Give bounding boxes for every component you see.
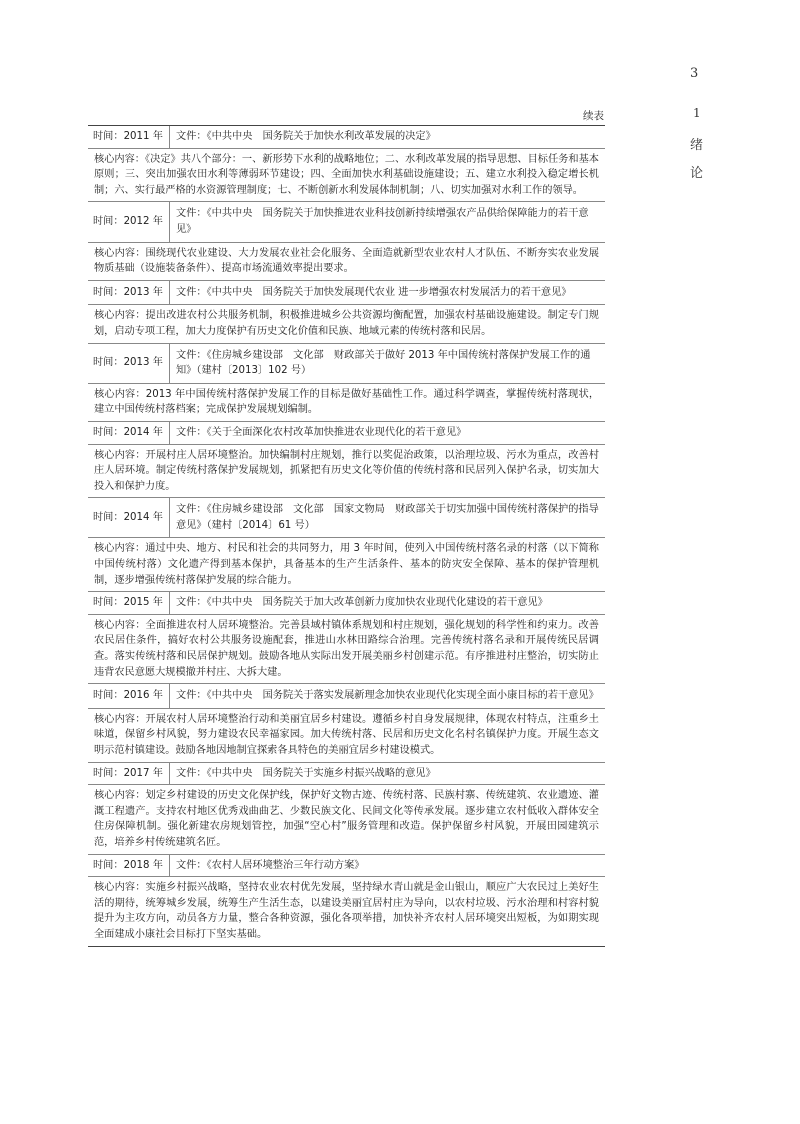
core-content-cell <box>88 384 605 421</box>
core-content-cell <box>88 709 605 762</box>
time-label: 时间： <box>93 597 124 609</box>
core-content-cell <box>88 149 605 202</box>
document-label: 文件： <box>176 131 207 142</box>
core-content-text: 《决定》共八个部分：一、新形势下水利的战略地位；二、水利改革发展的指导思想、目标任务和基本原则；三、突出加强农田水利等薄弱环节建设；四、全面加快水利基础设施建设；五、建立水利投入稳定增长机制；六、实行最严格的水资源管理制度；七、不断创新水利发展体制机制；八、切实加强对水利工作的领导。 <box>94 153 599 196</box>
table-row-core-content <box>88 383 605 421</box>
core-content-text: 开展农村人居环境整治行动和美丽宜居乡村建设。遵循乡村自身发展规律，体现农村特点，注重乡土味道，保留乡村风貌，努力建设农民幸福家园。加大传统村落、民居和历史文化名村名镇保护力度。开展生态文明示范村镇建设。鼓励各地因地制宜探索各具特色的美丽宜居乡村建设模式。 <box>94 713 599 756</box>
core-content-text: 开展村庄人居环境整治。加快编制村庄规划，推行以奖促治政策，以治理垃圾、污水为重点，改善村庄人居环境。制定传统村落保护发展规划，抓紧把有历史文化等价值的传统村落和民居列入保护名录，切实加大投入和保护力度。 <box>94 449 599 492</box>
table-row-document <box>88 280 605 305</box>
core-content-text: 通过中央、地方、村民和社会的共同努力，用 3 年时间，使列入中国传统村落名录的村落（以下简称中国传统村落）文化遗产得到基本保护，具备基本的生产生活条件、基本的防灾安全保障、基本的保护管理机制，逐步增强传统村落保护发展的综合能力。 <box>94 543 599 586</box>
core-content-label: 核心内容： <box>94 543 146 555</box>
year-value: 2013 年 <box>123 286 163 298</box>
table-row-document <box>88 591 605 614</box>
core-content-label: 核心内容： <box>94 310 146 322</box>
core-content-label: 核心内容： <box>94 449 146 461</box>
year-value: 2016 年 <box>123 690 163 702</box>
time-cell <box>88 422 170 444</box>
time-label: 时间： <box>93 767 124 779</box>
document-title: 《中共中央 国务院关于加快发展现代农业 进一步增强农村发展活力的若干意见》 <box>206 286 572 298</box>
document-title: 《中共中央 国务院关于加大改革创新力度加快农业现代化建设的若干意见》 <box>206 597 548 609</box>
page-number: 3 <box>690 66 699 81</box>
policy-table <box>88 125 605 947</box>
time-cell <box>88 855 170 877</box>
time-cell <box>88 763 170 785</box>
core-content-label: 核心内容： <box>94 619 146 631</box>
core-content-cell <box>88 615 605 683</box>
core-content-cell <box>88 243 605 280</box>
document-title: 《住房城乡建设部 文化部 国家文物局 财政部关于切实加强中国传统村落保护的指导意见》（建村〔2014〕61 号） <box>176 504 599 531</box>
year-value: 2018 年 <box>123 859 163 871</box>
document-title: 《农村人居环境整治三年行动方案》 <box>206 859 365 871</box>
core-content-text: 划定乡村建设的历史文化保护线，保护好文物古迹、传统村落、民族村寨、传统建筑、农业遗迹、灌溉工程遗产。支持农村地区优秀戏曲曲艺、少数民族文化、民间文化等传承发展。逐步建立农村低收入群体安全住房保障机制。强化新建农房规划管控，加强“空心村”服务管理和改造。保护保留乡村风貌，开展田园建筑示范，培养乡村传统建筑名匠。 <box>94 790 599 848</box>
document-cell <box>170 126 605 148</box>
table-row-core-content <box>88 242 605 280</box>
table-row-core-content <box>88 876 605 945</box>
table-row-document <box>88 126 605 148</box>
chapter-number: 1 <box>693 106 701 120</box>
document-label: 文件： <box>176 208 207 220</box>
document-cell <box>170 855 605 877</box>
table-row-core-content <box>88 784 605 853</box>
core-content-cell <box>88 538 605 591</box>
core-content-cell <box>88 305 605 342</box>
document-label: 文件： <box>176 349 207 361</box>
document-title: 《中共中央 国务院关于实施乡村振兴战略的意见》 <box>206 767 436 779</box>
document-label: 文件： <box>176 859 207 871</box>
table-row-document <box>88 683 605 708</box>
time-label: 时间： <box>93 131 124 142</box>
core-content-text: 围绕现代农业建设、大力发展农业社会化服务、全面造就新型农业农村人才队伍、不断夯实农业发展物质基础（设施装备条件）、提高市场流通效率提出要求。 <box>94 247 599 275</box>
core-content-label: 核心内容： <box>94 247 146 259</box>
document-label: 文件： <box>176 690 207 702</box>
document-cell <box>170 763 605 785</box>
year-value: 2011 年 <box>123 131 163 142</box>
year-value: 2012 年 <box>123 216 163 228</box>
chapter-title <box>690 132 704 188</box>
time-cell <box>88 281 170 305</box>
core-content-text: 实施乡村振兴战略，坚持农业农村优先发展，坚持绿水青山就是金山银山，顺应广大农民过上美好生活的期待，统筹城乡发展，统筹生产生活生态，以建设美丽宜居村庄为导向，以农村垃圾、污水治理和村容村貌提升为主攻方向，动员各方力量，整合各种资源，强化各项举措，加快补齐农村人居环境突出短板，为如期实现全面建成小康社会目标打下坚实基础。 <box>94 882 599 940</box>
time-label: 时间： <box>93 426 124 438</box>
document-label: 文件： <box>176 597 207 609</box>
chapter-title-char: 论 <box>690 166 704 181</box>
time-label: 时间： <box>93 216 124 228</box>
time-cell <box>88 684 170 708</box>
time-label: 时间： <box>93 859 124 871</box>
core-content-cell <box>88 785 605 853</box>
core-content-label: 核心内容： <box>94 153 146 165</box>
table-row-document <box>88 762 605 785</box>
table-row-document <box>88 343 605 383</box>
document-cell <box>170 684 605 708</box>
document-cell <box>170 498 605 537</box>
document-title: 《中共中央 国务院关于加快水利改革发展的决定》 <box>206 131 436 142</box>
document-label: 文件： <box>176 504 207 516</box>
year-value: 2015 年 <box>123 597 163 609</box>
document-title: 《中共中央 国务院关于落实发展新理念加快农业现代化实现全面小康目标的若干意见》 <box>206 690 599 702</box>
document-title: 《住房城乡建设部 文化部 财政部关于做好 2013 年中国传统村落保护发展工作的通知》（建村〔2013〕102 号） <box>176 349 591 377</box>
document-cell <box>170 202 605 241</box>
table-row-document <box>88 497 605 537</box>
time-cell <box>88 126 170 148</box>
table-row-core-content <box>88 708 605 762</box>
core-content-cell <box>88 877 605 945</box>
document-cell <box>170 344 605 383</box>
table-row-core-content <box>88 148 605 202</box>
core-content-text: 2013 年中国传统村落保护发展工作的目标是做好基础性工作。通过科学调查，掌握传统村落现状，建立中国传统村落档案；完成保护发展规划编制。 <box>94 388 600 416</box>
document-label: 文件： <box>176 286 207 298</box>
core-content-label: 核心内容： <box>94 388 146 400</box>
document-cell <box>170 592 605 614</box>
table-row-document <box>88 854 605 877</box>
time-label: 时间： <box>93 690 124 702</box>
table-row-core-content <box>88 537 605 591</box>
time-cell <box>88 498 170 537</box>
time-cell <box>88 592 170 614</box>
core-content-cell <box>88 445 605 498</box>
table-row-document <box>88 421 605 444</box>
time-label: 时间： <box>93 286 124 298</box>
table-row-core-content <box>88 444 605 498</box>
document-cell <box>170 281 605 305</box>
core-content-text: 提出改进农村公共服务机制，积极推进城乡公共资源均衡配置，加强农村基础设施建设。制定专门规划，启动专项工程，加大力度保护有历史文化价值和民族、地域元素的传统村落和民居。 <box>94 310 599 337</box>
year-value: 2014 年 <box>123 512 163 524</box>
document-title: 《中共中央 国务院关于加快推进农业科技创新持续增强农产品供给保障能力的若干意见》 <box>176 208 589 235</box>
time-label: 时间： <box>93 357 124 369</box>
table-row-core-content <box>88 614 605 683</box>
core-content-text: 全面推进农村人居环境整治。完善县域村镇体系规划和村庄规划，强化规划的科学性和约束力。改善农民居住条件，搞好农村公共服务设施配套，推进山水林田路综合治理。完善传统村落名录和开展传统民居调查。落实传统村落和民居保护规划。鼓励各地从实际出发开展美丽乡村创建示范。有序推进村庄整治，切实防止违背农民意愿大规模撤并村庄、大拆大建。 <box>94 619 599 678</box>
core-content-label: 核心内容： <box>94 882 146 894</box>
continued-label: 续表 <box>583 110 604 122</box>
table-row-core-content <box>88 304 605 342</box>
table-row-document <box>88 201 605 241</box>
core-content-label: 核心内容： <box>94 713 146 725</box>
core-content-label: 核心内容： <box>94 790 146 802</box>
document-title: 《关于全面深化农村改革加快推进农业现代化的若干意见》 <box>206 426 467 438</box>
year-value: 2017 年 <box>123 767 163 779</box>
year-value: 2013 年 <box>123 357 163 369</box>
time-cell <box>88 344 170 383</box>
time-label: 时间： <box>93 512 124 524</box>
document-cell <box>170 422 605 444</box>
year-value: 2014 年 <box>123 426 163 438</box>
time-cell <box>88 202 170 241</box>
chapter-title-char: 绪 <box>690 138 704 153</box>
document-label: 文件： <box>176 767 207 779</box>
document-label: 文件： <box>176 426 207 438</box>
